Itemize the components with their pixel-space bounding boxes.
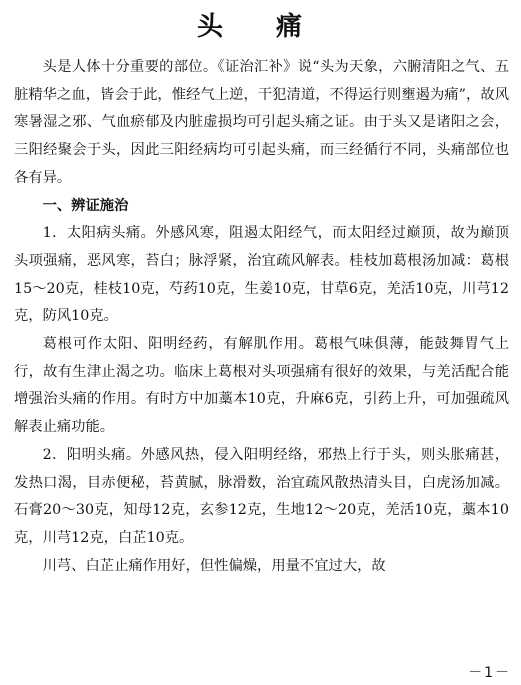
- page-number: －1－: [468, 665, 511, 681]
- intro-paragraph: 头是人体十分重要的部位。《证治汇补》说“头为天象，六腑清阳之气、五脏精华之血，皆会于此，惟经气上逆，干犯清道，不得运行则壅遏为痛”，故风寒暑湿之邪、气血瘀郁及内脏虚损均可引起头痛之证。由于头又是诸阳之会，三阳经聚会于头，因此三阳经病均可引起头痛，而三经循行不同，头痛部位也各有异。: [14, 59, 509, 186]
- gegen-paragraph: 葛根可作太阳、阳明经药，有解肌作用。葛根气味俱薄，能鼓舞胃气上行，故有生津止渴之功。临床上葛根对头项强痛有很好的效果，与羌活配合能增强治头痛的作用。有时方中加藁本10克，升麻6克，引药上升，可加强疏风解表止痛功能。: [14, 336, 509, 436]
- chuanxiong-paragraph: 川芎、白芷止痛作用好，但性偏燥，用量不宜过大，故: [42, 557, 386, 574]
- taiyang-paragraph: 1．太阳病头痛。外感风寒，阻遏太阳经气，而太阳经过巅顶，故为巅顶头项强痛，恶风寒，苔白；脉浮紧，治宜疏风解表。桂枝加葛根汤加减：葛根15～20克，桂枝10克，芍药10克，生姜10克，甘草6克，羌活10克，川芎12克，防风10克。: [14, 225, 509, 325]
- yangming-paragraph: 2．阳明头痛。外感风热，侵入阳明经络，邪热上行于头，则头胀痛甚，发热口渴，目赤便秘，苔黄腻，脉滑数，治宜疏风散热清头目，白虎汤加减。石膏20～30克，知母12克，玄参12克，生地12～20克，羌活10克，藁本10克，川芎12克，白芷10克。: [14, 446, 509, 546]
- body-text: [14, 54, 509, 580]
- page-title: 头 痛: [196, 12, 325, 42]
- section-heading: 一、辨证施治: [42, 197, 129, 214]
